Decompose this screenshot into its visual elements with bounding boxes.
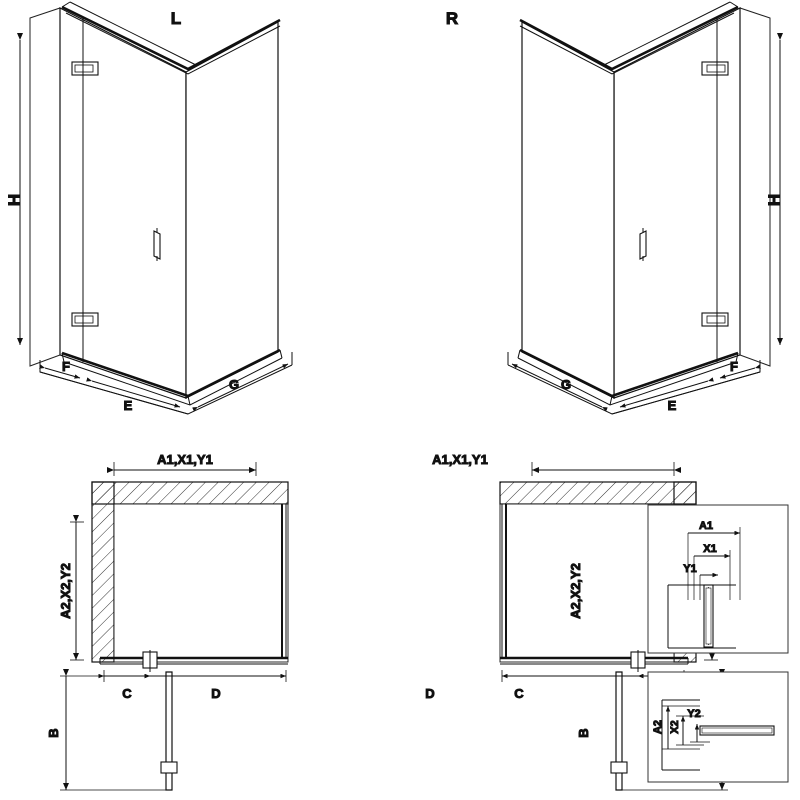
- label-e-right: E: [667, 398, 677, 413]
- label-e-left: E: [123, 398, 133, 413]
- label-d-right: D: [425, 686, 435, 701]
- title-right: R: [445, 9, 459, 28]
- detail-top: [648, 505, 788, 653]
- detail-bottom: [648, 672, 788, 782]
- label-a1-detail: A1: [698, 520, 714, 532]
- label-c-left: C: [122, 686, 132, 701]
- label-b-right: B: [576, 728, 591, 738]
- label-g-left: G: [228, 377, 240, 392]
- label-x1-detail: X1: [703, 543, 717, 555]
- label-a1x1y1-left: A1,X1,Y1: [157, 452, 213, 467]
- label-d-left: D: [211, 686, 221, 701]
- iso-view-left: [5, 2, 292, 414]
- label-a2x2y2-left: A2,X2,Y2: [58, 563, 73, 619]
- label-f-left: F: [62, 359, 70, 374]
- label-c-right: C: [514, 686, 524, 701]
- label-height-right: H: [765, 193, 784, 207]
- plan-view-left: [46, 452, 288, 790]
- label-y2-detail: Y2: [687, 708, 701, 720]
- label-a2x2y2-right: A2,X2,Y2: [568, 563, 583, 619]
- label-x2-detail: X2: [669, 720, 681, 734]
- iso-view-right: [446, 2, 784, 414]
- label-a1x1y1-right: A1,X1,Y1: [432, 452, 488, 467]
- label-f-right: F: [730, 359, 738, 374]
- title-left: L: [170, 9, 182, 28]
- label-height-left: H: [5, 193, 24, 207]
- label-b-left: B: [46, 728, 61, 738]
- label-y1-detail: Y1: [683, 563, 697, 575]
- label-a2-detail: A2: [652, 719, 664, 735]
- label-g-right: G: [560, 377, 572, 392]
